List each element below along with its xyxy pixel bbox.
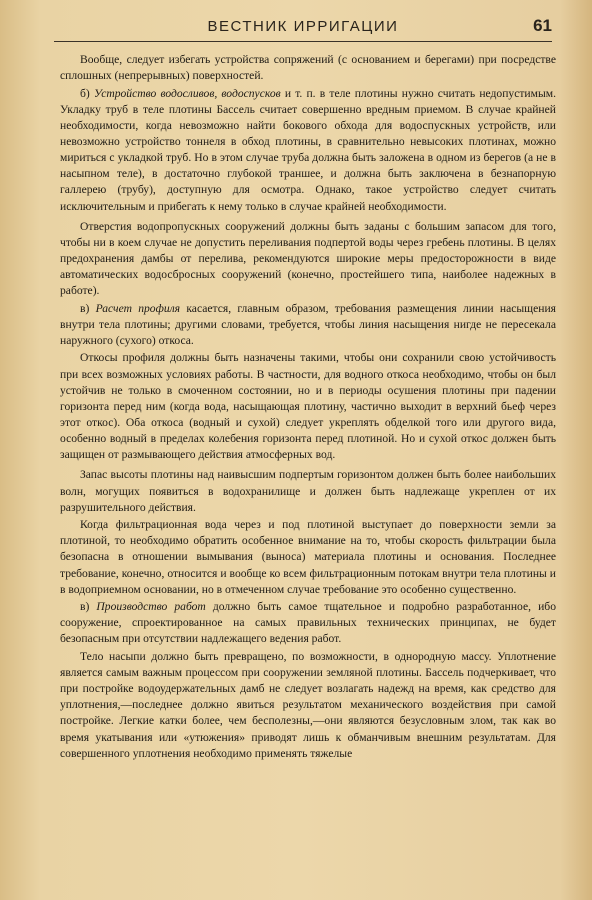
running-header [54,14,552,40]
section-heading: Производство работ [96,600,206,614]
paragraph-text: Откосы профиля должны быть назначены такими, чтобы они сохранили свою устойчивость при всех возможных условиях работы. В частности, для водного откоса необходимо, чтобы он был устойчив не только в смоченном состоянии, но и в периоды осушения плотины при падении горизонта перед ним (когда вода, насыщающая плотину, частично выходит в верхний бьеф через этот откос). Оба откоса (водный и сухой) следует укреплять обделкой того или другого вида, особенно водный в пределах колебения горизонта перед плотиной. Но и сухой откос должен быть защищен от размывающего действия атмосферных вод. [60,351,556,462]
paragraph-text: Вообще, следует избегать устройства сопряжений (с основанием и берегами) при посредстве сплошных (непрерывных) поверхностей. [60,53,556,83]
paragraph [60,219,556,300]
paragraph [60,599,556,647]
page-number: 61 [533,16,552,35]
article-body [60,52,556,763]
paragraph [60,649,556,762]
section-heading: Расчет профиля [95,301,181,315]
paragraph-text: б) [80,86,94,100]
paragraph-text: Тело насыпи должно быть превращено, по возможности, в однородную массу. Уплотнение является самым важным процессом при сооружении земляной плотины. Бассель подчеркивает, что при постройке водоудержательных дамб не следует возлагать надежд на время, как средство для уплотнения,—последнее должно явиться результатом механического воздействия при самой постройке. Легкие катки более, чем бесполезны,—они являются безусловным злом, так как во время укатывания или «утюжения» приводят лишь к обманчивым внешним результатам. Для совершенного уплотнения необходимо применять тяжелые [60,649,556,760]
section-heading: Устройство водосливов, водоспусков [93,86,281,100]
paragraph-text: в) [80,301,96,315]
paragraph [60,467,556,515]
paragraph [60,52,556,84]
journal-title: ВЕСТНИК ИРРИГАЦИИ [207,18,399,35]
paragraph [60,350,556,463]
paragraph-text: касается, главным образом, требования размещения линии насыщения внутри тела плотины; другими словами, требуется, чтобы линия насыщения нигде не пересекала наружного (сухого) откоса. [60,301,557,348]
paragraph-text: в) [80,600,97,614]
paragraph-text: и т. п. в теле плотины нужно считать недопустимым. Укладку труб в теле плотины Бассель считает совершенно вредным приемом. В случае крайней необходимости, когда невозможно найти бокового обхода для водоспускных устройств, или невозможно устройство тоннеля в обход плотины, в сравнительно невысоких плотинах, можно мириться с укладкой труб. Но в этом случае труба должна быть заложена в одном из берегов (а не в насыпном теле), в достаточно глубокой траншее, и должна быть заключена в безнапорную галлерею (трубу), доступную для осмотра. Однако, такое устройство следует считать исключительным и прибегать к нему только в случае крайней необходимости. [60,86,556,213]
paragraph-text: Когда фильтрационная вода через и под плотиной выступает до поверхности земли за плотиной, то необходимо обратить особенное внимание на то, чтобы скорость фильтрации была безопасна в отношении вымывания (выноса) материала плотины и основания. Последнее требование, конечно, относится и вообще ко всем фильтрационным потокам внутри тела плотины и в водоприемном основании, но в отмеченном случае требование это особенно существенно. [60,518,556,596]
paragraph-text: Отверстия водопропускных сооружений должны быть заданы с большим запасом для того, чтобы ни в коем случае не допустить переливания подпертой воды через гребень плотины. В целях предохранения дамбы от перелива, рекомендуются широкие меры предосторожности в виде автоматических водосбросных сооружений (конечно, простейшего типа, наиболее надежных в работе). [60,219,556,298]
paragraph [60,86,556,215]
paragraph [60,517,556,598]
paragraph-text: должно быть самое тщательное и подробно разработанное, ибо сооружение, спроектированное на самых правильных технических принципах, не будет безопасным при отсутствии надлежащего ведения работ. [60,600,556,646]
paragraph [60,301,556,349]
paragraph-text: Запас высоты плотины над наивысшим подпертым горизонтом должен быть более наибольших волн, могущих появиться в водохранилище и должен быть надлежаще укреплен от их разрушительного действия. [60,468,556,514]
header-rule [54,41,552,42]
